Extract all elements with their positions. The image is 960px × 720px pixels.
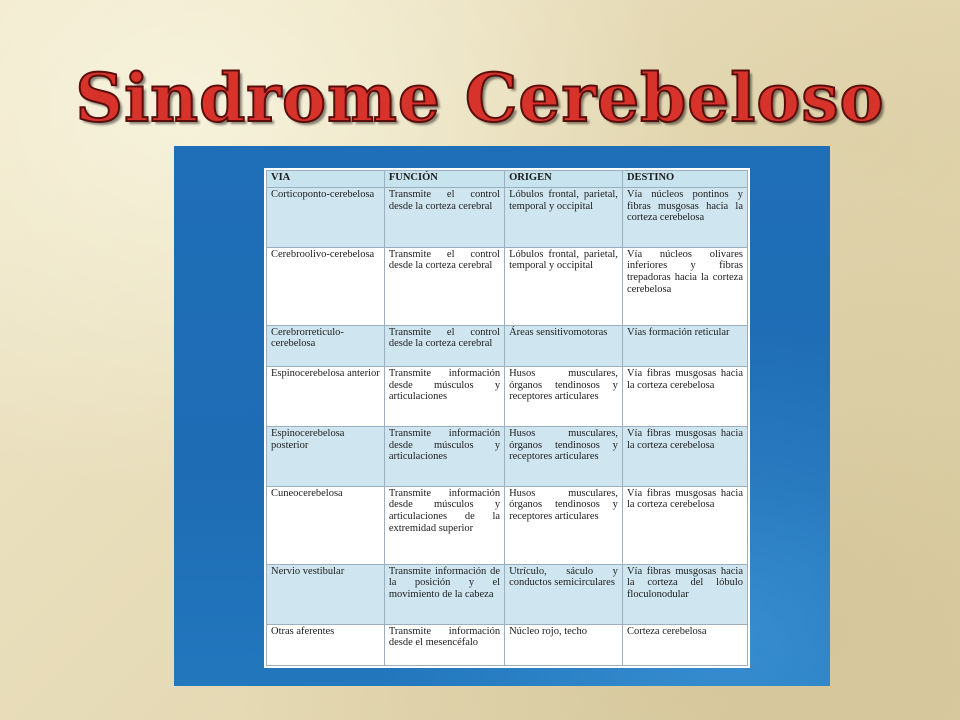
cell-origen: Husos musculares, órganos tendinosos y receptores articulares bbox=[505, 367, 623, 427]
cell-origen: Utrículo, sáculo y conductos semicirculares bbox=[505, 564, 623, 624]
header-origen: ORIGEN bbox=[505, 171, 623, 188]
cell-origen: Husos musculares, órganos tendinosos y receptores articulares bbox=[505, 486, 623, 564]
table-header-row bbox=[267, 171, 748, 188]
header-via: VIA bbox=[267, 171, 385, 188]
cerebellar-pathways-table bbox=[266, 170, 748, 666]
cell-origen: Áreas sensitivomotoras bbox=[505, 325, 623, 366]
cell-via: Cuneocerebelosa bbox=[267, 486, 385, 564]
cell-funcion: Transmite información desde el mesencéfalo bbox=[384, 624, 504, 665]
table-row bbox=[267, 564, 748, 624]
table-row bbox=[267, 188, 748, 248]
table-row bbox=[267, 367, 748, 427]
table-panel bbox=[174, 146, 830, 686]
cell-via: Corticoponto-cerebelosa bbox=[267, 188, 385, 248]
cell-funcion: Transmite información desde músculos y articulaciones bbox=[384, 426, 504, 486]
cell-via: Nervio vestibular bbox=[267, 564, 385, 624]
cell-origen: Lóbulos frontal, parietal, temporal y occipital bbox=[505, 247, 623, 325]
table-row bbox=[267, 325, 748, 366]
header-funcion: FUNCIÓN bbox=[384, 171, 504, 188]
cell-origen: Núcleo rojo, techo bbox=[505, 624, 623, 665]
cell-destino: Vía núcleos olivares inferiores y fibras trepadoras hacia la corteza cerebelosa bbox=[622, 247, 747, 325]
table-row bbox=[267, 624, 748, 665]
cell-via: Otras aferentes bbox=[267, 624, 385, 665]
cell-funcion: Transmite el control desde la corteza cerebral bbox=[384, 247, 504, 325]
slide-title: Sindrome Cerebeloso bbox=[75, 59, 885, 137]
cell-via: Cerebrorreticulo-cerebelosa bbox=[267, 325, 385, 366]
cell-funcion: Transmite información desde músculos y articulaciones bbox=[384, 367, 504, 427]
cell-destino: Vía fibras musgosas hacia la corteza cerebelosa bbox=[622, 486, 747, 564]
table-container bbox=[264, 168, 750, 668]
cell-destino: Corteza cerebelosa bbox=[622, 624, 747, 665]
cell-destino: Vía fibras musgosas hacia la corteza cerebelosa bbox=[622, 426, 747, 486]
cell-destino: Vía fibras musgosas hacia la corteza cerebelosa bbox=[622, 367, 747, 427]
cell-origen: Lóbulos frontal, parietal, temporal y occipital bbox=[505, 188, 623, 248]
cell-destino: Vía fibras musgosas hacia la corteza del lóbulo floculonodular bbox=[622, 564, 747, 624]
cell-via: Espinocerebelosa anterior bbox=[267, 367, 385, 427]
table-row bbox=[267, 247, 748, 325]
cell-origen: Husos musculares, órganos tendinosos y receptores articulares bbox=[505, 426, 623, 486]
cell-funcion: Transmite información de la posición y el movimiento de la cabeza bbox=[384, 564, 504, 624]
cell-destino: Vía núcleos pontinos y fibras musgosas hacia la corteza cerebelosa bbox=[622, 188, 747, 248]
cell-destino: Vías formación reticular bbox=[622, 325, 747, 366]
cell-via: Espinocerebelosa posterior bbox=[267, 426, 385, 486]
header-destino: DESTINO bbox=[622, 171, 747, 188]
table-row bbox=[267, 426, 748, 486]
cell-funcion: Transmite el control desde la corteza cerebral bbox=[384, 325, 504, 366]
cell-funcion: Transmite el control desde la corteza cerebral bbox=[384, 188, 504, 248]
cell-funcion: Transmite información desde músculos y articulaciones de la extremidad superior bbox=[384, 486, 504, 564]
table-row bbox=[267, 486, 748, 564]
cell-via: Cerebroolivo-cerebelosa bbox=[267, 247, 385, 325]
